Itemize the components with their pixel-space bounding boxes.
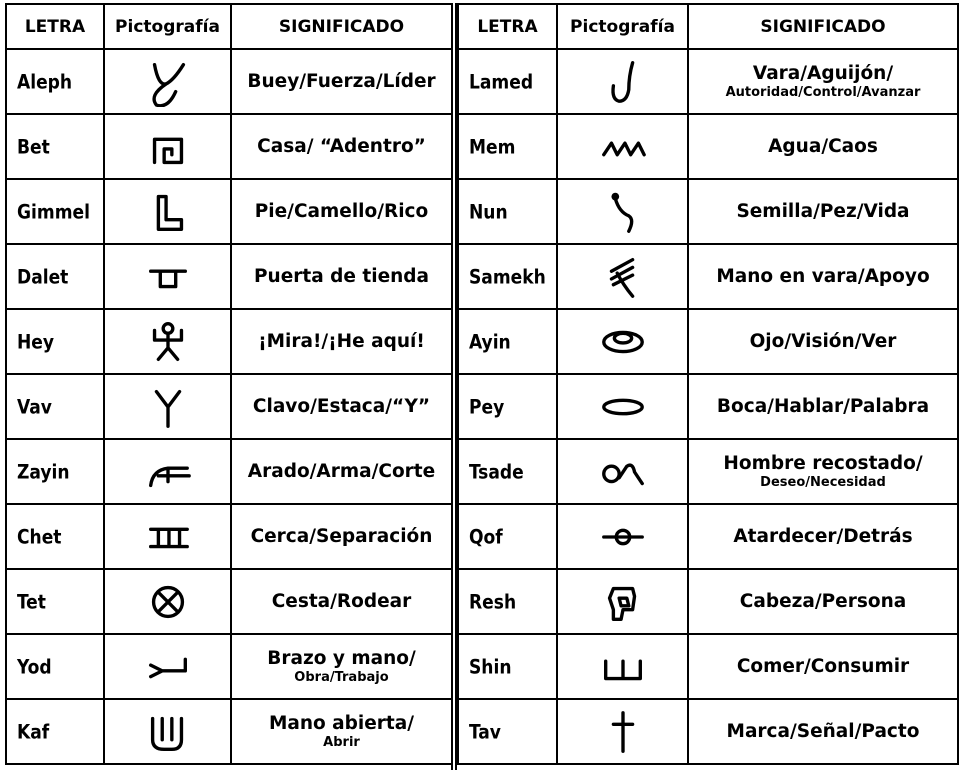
letter-name: Bet (6, 112, 104, 180)
basket-icon (105, 577, 230, 627)
letter-name: Chet (6, 502, 104, 570)
table-row (458, 374, 958, 439)
header-pictograph: Pictografía (557, 4, 688, 49)
meaning-cell (231, 49, 452, 114)
meaning-cell (231, 374, 452, 439)
pictograph-cell (104, 309, 231, 374)
table-row (458, 179, 958, 244)
teeth-icon (558, 642, 687, 692)
pictograph-cell (557, 439, 688, 504)
meaning-cell (688, 49, 958, 114)
meaning-text: Brazo y mano/ (267, 647, 416, 669)
meaning-cell (231, 569, 452, 634)
eye-icon (558, 317, 687, 367)
meaning-cell (688, 439, 958, 504)
header-letter: LETRA (458, 4, 557, 49)
letter-name: Aleph (6, 47, 104, 115)
table-row (458, 114, 958, 179)
header-row (458, 4, 958, 49)
table-row (458, 244, 958, 309)
meaning-text: Cerca/Separación (250, 525, 433, 547)
header-meaning: SIGNIFICADO (688, 4, 958, 49)
table-row (6, 309, 452, 374)
header-meaning: SIGNIFICADO (231, 4, 452, 49)
meaning-cell (231, 114, 452, 179)
letter-name: Pey (458, 372, 557, 440)
table-row (458, 569, 958, 634)
letter-name: Tet (6, 567, 104, 635)
letter-name: Mem (458, 112, 557, 180)
meaning-cell (231, 504, 452, 569)
pictograph-cell (104, 699, 231, 764)
table-row (6, 634, 452, 699)
table-row (6, 569, 452, 634)
meaning-subtext: Obra/Trabajo (294, 669, 389, 685)
letter-name: Nun (458, 177, 557, 245)
table-row (6, 439, 452, 504)
meaning-cell (688, 179, 958, 244)
plow-icon (105, 447, 230, 497)
pictograph-cell (104, 634, 231, 699)
meaning-text: Semilla/Pez/Vida (736, 200, 910, 222)
letter-name: Samekh (458, 242, 557, 310)
meaning-subtext: Autoridad/Control/Avanzar (725, 84, 921, 100)
meaning-text: Ojo/Visión/Ver (749, 330, 897, 352)
pictograph-cell (104, 114, 231, 179)
seed-icon (558, 187, 687, 237)
letter-name: Ayin (458, 307, 557, 375)
meaning-text: Boca/Hablar/Palabra (716, 395, 930, 417)
pictograph-cell (557, 49, 688, 114)
pictograph-cell (104, 504, 231, 569)
meaning-text: Vara/Aguijón/ (752, 62, 894, 84)
pictograph-cell (557, 634, 688, 699)
letter-name: Zayin (6, 437, 104, 505)
meaning-text: ¡Mira!/¡He aquí! (258, 330, 425, 352)
meaning-text: Marca/Señal/Pacto (726, 720, 920, 742)
letter-name: Vav (6, 372, 104, 440)
letter-name: Dalet (6, 242, 104, 310)
cross-mark-icon (558, 707, 687, 757)
table-row (458, 634, 958, 699)
pictograph-cell (557, 179, 688, 244)
pictograph-cell (557, 699, 688, 764)
meaning-cell (688, 699, 958, 764)
meaning-subtext: Deseo/Necesidad (760, 474, 886, 490)
meaning-text: Clavo/Estaca/“Y” (252, 395, 431, 417)
letter-name: Resh (458, 567, 557, 635)
foot-icon (105, 187, 230, 237)
table-row (6, 244, 452, 309)
header-letter: LETRA (6, 4, 104, 49)
table-row (458, 504, 958, 569)
header-row (6, 4, 452, 49)
man-arms-raised-icon (105, 317, 230, 367)
meaning-text: Mano abierta/ (268, 712, 415, 734)
table-row (6, 49, 452, 114)
meaning-cell (231, 634, 452, 699)
letter-name: Qof (458, 502, 557, 570)
alphabet-table-left (5, 3, 453, 765)
pictograph-cell (557, 244, 688, 309)
meaning-cell (688, 569, 958, 634)
meaning-cell (688, 309, 958, 374)
mouth-icon (558, 382, 687, 432)
horizon-sun-icon (558, 512, 687, 562)
man-lying-icon (558, 447, 687, 497)
tent-peg-icon (105, 382, 230, 432)
meaning-text: Hombre recostado/ (723, 452, 923, 474)
letter-name: Tav (458, 697, 557, 765)
meaning-subtext: Abrir (323, 734, 360, 750)
meaning-text: Cabeza/Persona (739, 590, 907, 612)
meaning-cell (688, 114, 958, 179)
meaning-cell (231, 309, 452, 374)
letter-name: Tsade (458, 437, 557, 505)
letter-name: Kaf (6, 697, 104, 765)
meaning-text: Comer/Consumir (736, 655, 910, 677)
table-row (6, 374, 452, 439)
pictograph-cell (557, 114, 688, 179)
tent-door-icon (105, 252, 230, 302)
ox-head-icon (105, 57, 230, 107)
header-pictograph: Pictografía (104, 4, 231, 49)
meaning-text: Buey/Fuerza/Líder (247, 70, 436, 92)
open-palm-icon (105, 707, 230, 757)
table-row (458, 49, 958, 114)
pictograph-cell (557, 374, 688, 439)
pictograph-cell (557, 569, 688, 634)
meaning-text: Casa/ “Adentro” (257, 135, 426, 157)
pictograph-cell (104, 374, 231, 439)
table-row (6, 504, 452, 569)
thorn-support-icon (558, 252, 687, 302)
meaning-text: Puerta de tienda (253, 265, 430, 287)
meaning-text: Cesta/Rodear (271, 590, 412, 612)
meaning-text: Agua/Caos (768, 135, 878, 157)
meaning-cell (688, 634, 958, 699)
letter-name: Gimmel (6, 177, 104, 245)
table-row (458, 439, 958, 504)
alphabet-table-right (457, 3, 959, 765)
head-icon (558, 577, 687, 627)
meaning-cell (231, 244, 452, 309)
meaning-text: Mano en vara/Apoyo (716, 265, 930, 287)
letter-name: Lamed (458, 47, 557, 115)
pictograph-cell (104, 179, 231, 244)
table-row (458, 309, 958, 374)
meaning-text: Pie/Camello/Rico (254, 200, 429, 222)
letter-name: Hey (6, 307, 104, 375)
house-icon (105, 122, 230, 172)
pictograph-cell (104, 569, 231, 634)
staff-icon (558, 57, 687, 107)
pictograph-cell (557, 504, 688, 569)
meaning-cell (688, 504, 958, 569)
meaning-text: Atardecer/Detrás (733, 525, 913, 547)
pictograph-cell (557, 309, 688, 374)
meaning-cell (688, 374, 958, 439)
meaning-cell (231, 439, 452, 504)
table-row (6, 699, 452, 764)
table-row (6, 179, 452, 244)
pictograph-cell (104, 439, 231, 504)
arm-hand-icon (105, 642, 230, 692)
pictograph-cell (104, 244, 231, 309)
fence-icon (105, 512, 230, 562)
meaning-cell (231, 179, 452, 244)
meaning-cell (231, 699, 452, 764)
letter-name: Shin (458, 632, 557, 700)
pictograph-cell (104, 49, 231, 114)
table-row (458, 699, 958, 764)
meaning-cell (688, 244, 958, 309)
meaning-text: Arado/Arma/Corte (247, 460, 436, 482)
table-row (6, 114, 452, 179)
letter-name: Yod (6, 632, 104, 700)
water-icon (558, 122, 687, 172)
